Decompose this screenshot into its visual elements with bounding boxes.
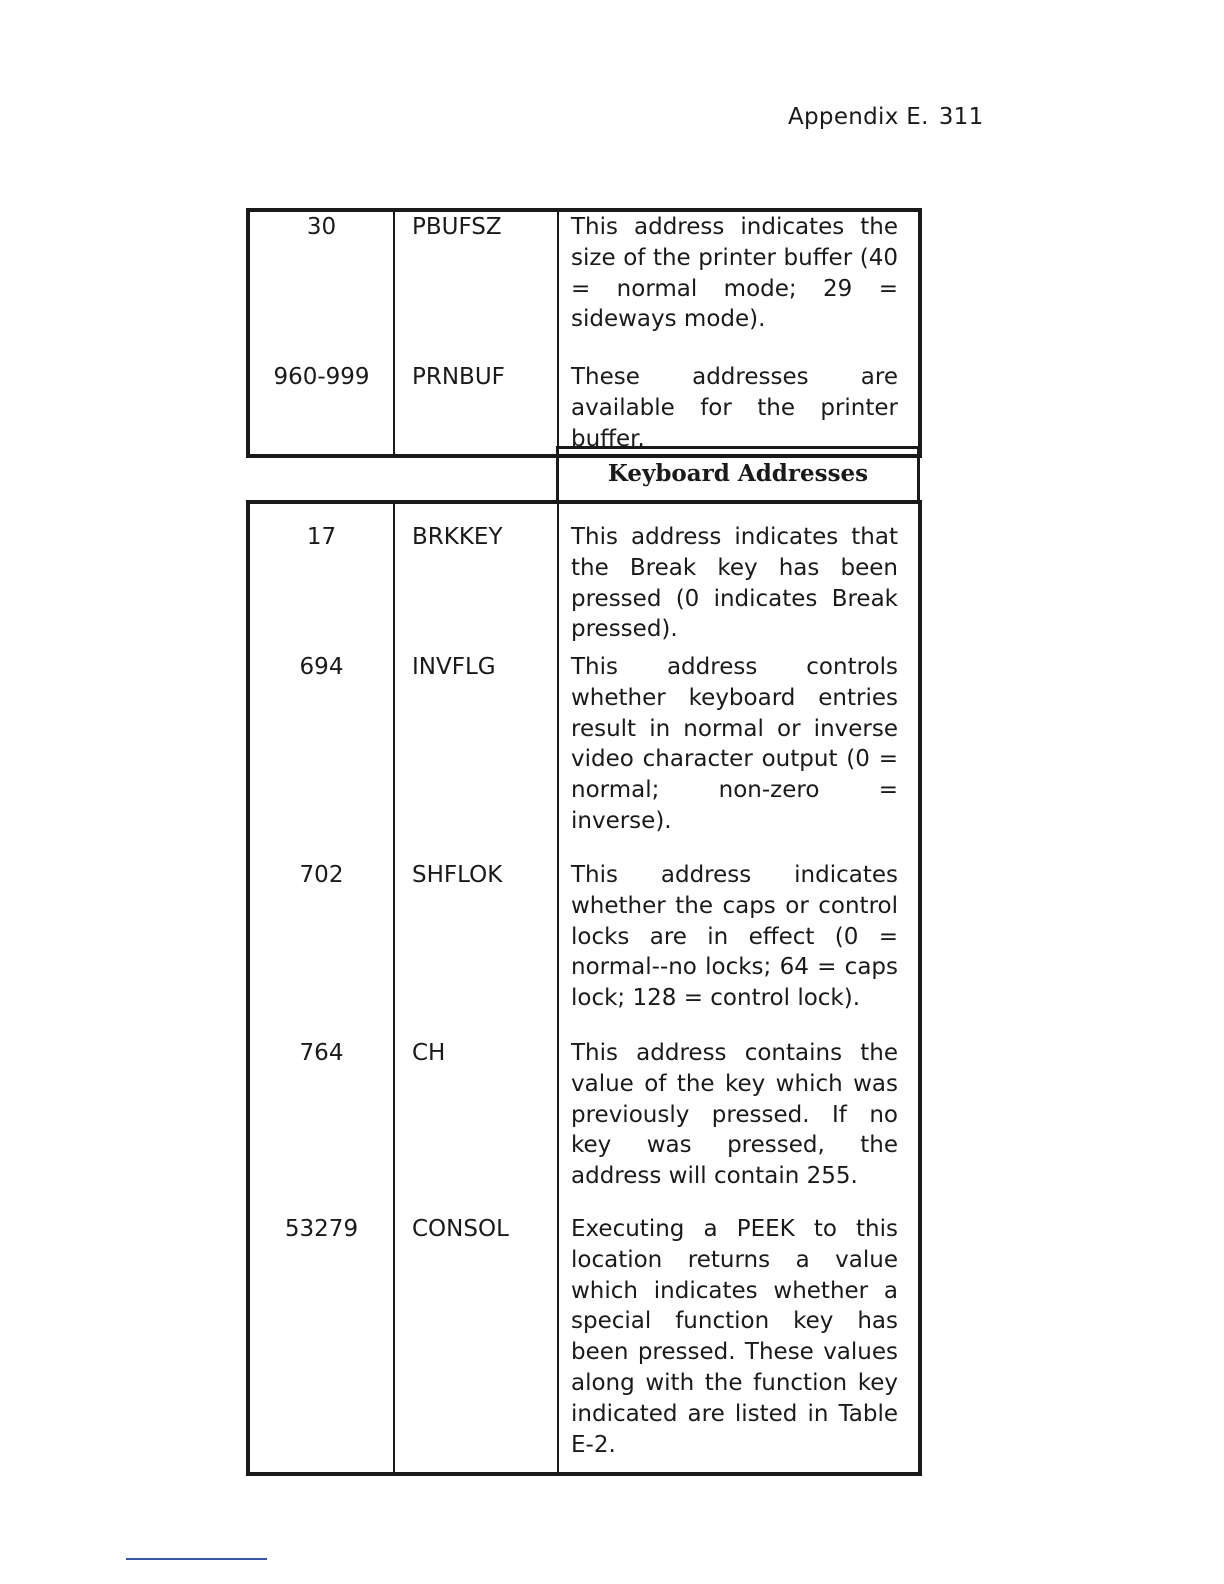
keyboard-address-table [246, 500, 922, 1476]
table-row [248, 210, 920, 362]
name-cell: CONSOL [394, 1214, 558, 1474]
description-cell: Executing a PEEK to this location returns a value which indicates whether a special function key has been pressed. These values along with the function key indicated are listed in Table E-2. [571, 1216, 898, 1458]
table-row [248, 652, 920, 860]
name-cell: SHFLOK [394, 860, 558, 1038]
name-cell: BRKKEY [394, 502, 558, 652]
keyboard-addresses-heading: Keyboard Addresses [556, 446, 920, 502]
running-head [788, 104, 984, 130]
page-number: 311 [938, 104, 984, 130]
table-row [248, 1038, 920, 1214]
name-cell: INVFLG [394, 652, 558, 860]
printer-address-table [246, 208, 922, 458]
table-row [248, 1214, 920, 1474]
address-cell: 960-999 [248, 362, 394, 456]
table-row [248, 502, 920, 652]
address-cell: 17 [248, 502, 394, 652]
address-cell: 694 [248, 652, 394, 860]
address-cell: 702 [248, 860, 394, 1038]
running-title: Appendix E. [788, 104, 929, 130]
footnote-rule [126, 1558, 267, 1560]
description-cell: This address indicates whether the caps or control locks are in effect (0 = normal--no locks; 64 = caps lock; 128 = control lock). [571, 862, 898, 1012]
description-cell: This address indicates that the Break key has been pressed (0 indicates Break pressed). [571, 524, 898, 643]
name-cell: PRNBUF [394, 362, 558, 456]
table-row [248, 860, 920, 1038]
address-cell: 30 [248, 210, 394, 362]
description-cell: This address controls whether keyboard entries result in normal or inverse video character output (0 = normal; non-zero = inverse). [571, 654, 898, 834]
description-cell: These addresses are available for the printer buffer. [571, 364, 898, 452]
description-cell: This address contains the value of the key which was previously pressed. If no key was pressed, the address will contain 255. [571, 1040, 898, 1190]
name-cell: PBUFSZ [394, 210, 558, 362]
table-row [248, 362, 920, 456]
address-cell: 764 [248, 1038, 394, 1214]
address-cell: 53279 [248, 1214, 394, 1474]
description-cell: This address indicates the size of the printer buffer (40 = normal mode; 29 = sideways mode). [571, 214, 898, 333]
name-cell: CH [394, 1038, 558, 1214]
